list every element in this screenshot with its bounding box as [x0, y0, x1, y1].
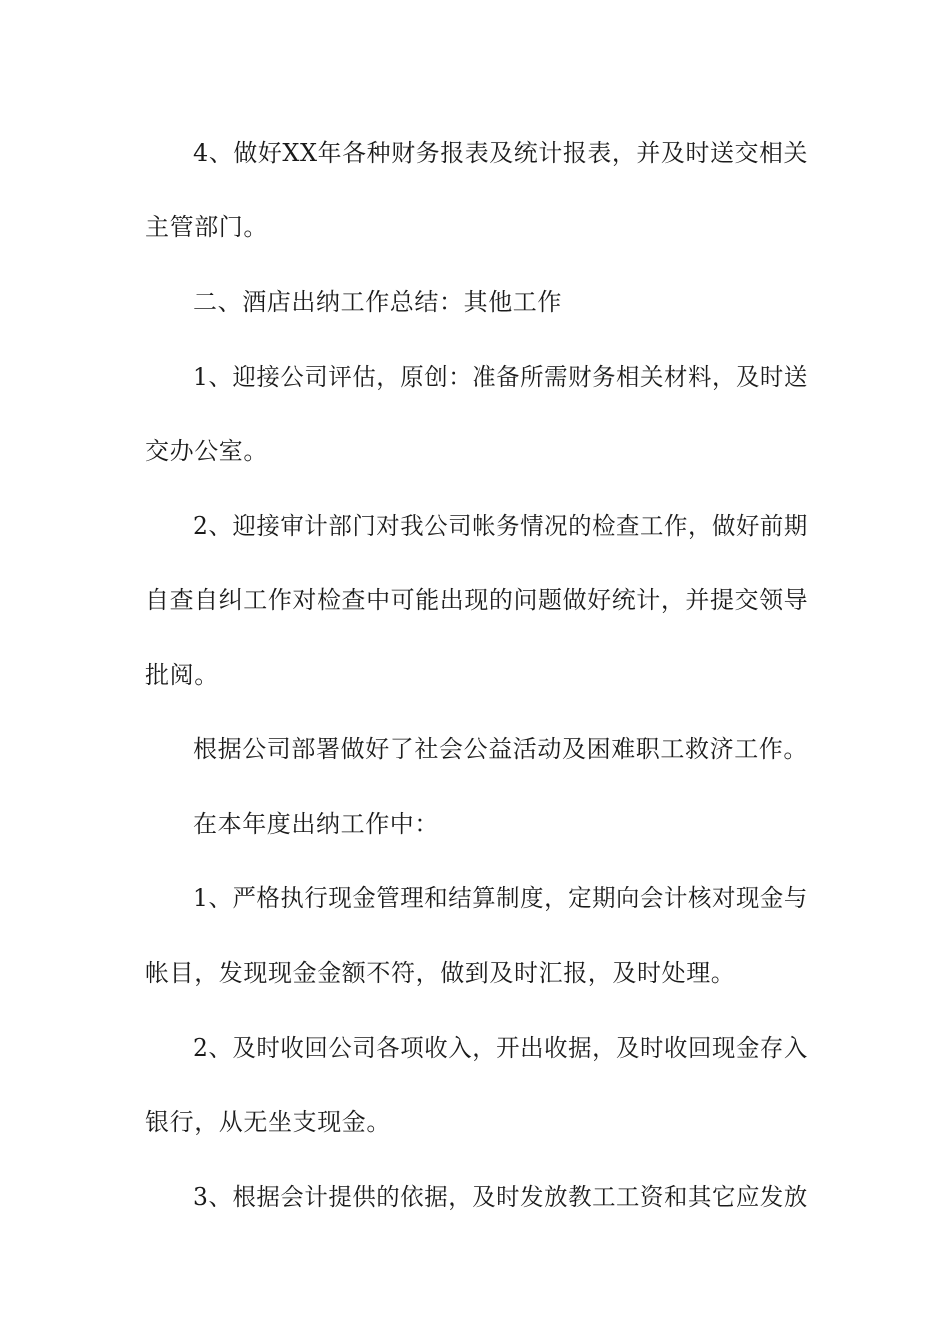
paragraph-line: 2、及时收回公司各项收入，开出收据，及时收回现金存入: [193, 1034, 808, 1062]
paragraph-line: 在本年度出纳工作中：: [193, 810, 439, 838]
paragraph-line: 根据公司部署做好了社会公益活动及困难职工救济工作。: [193, 735, 808, 763]
paragraph-line: 银行，从无坐支现金。: [145, 1108, 391, 1136]
paragraph-line: 3、根据会计提供的依据，及时发放教工工资和其它应发放: [193, 1183, 808, 1211]
section-heading: 二、酒店出纳工作总结：其他工作: [193, 288, 562, 316]
paragraph-line: 批阅。: [145, 661, 219, 689]
paragraph-line: 自查自纠工作对检查中可能出现的问题做好统计，并提交领导: [145, 586, 809, 614]
paragraph-line: 帐目，发现现金金额不符，做到及时汇报，及时处理。: [145, 959, 736, 987]
paragraph-line: 主管部门。: [145, 213, 268, 241]
paragraph-line: 交办公室。: [145, 437, 268, 465]
paragraph-line: 2、迎接审计部门对我公司帐务情况的检查工作，做好前期: [193, 512, 808, 540]
paragraph-line: 4、做好XX年各种财务报表及统计报表，并及时送交相关: [193, 139, 809, 167]
paragraph-line: 1、严格执行现金管理和结算制度，定期向会计核对现金与: [193, 884, 808, 912]
paragraph-line: 1、迎接公司评估，原创：准备所需财务相关材料，及时送: [193, 363, 808, 391]
